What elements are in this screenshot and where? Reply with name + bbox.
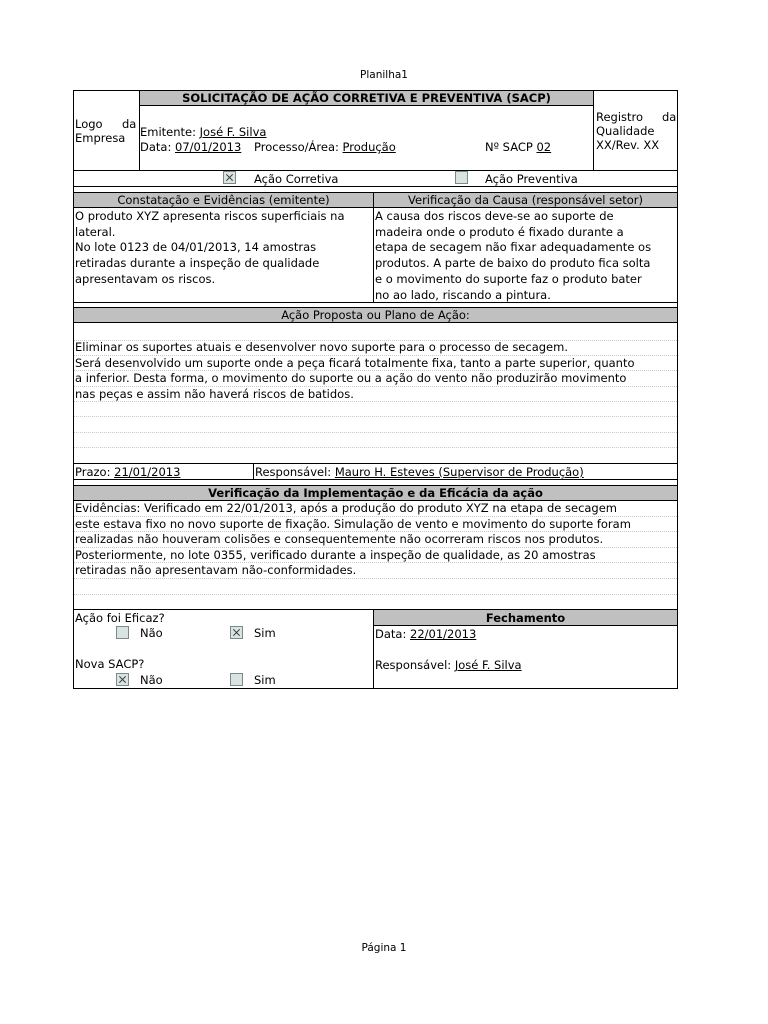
- acao-preventiva-label: Ação Preventiva: [485, 172, 578, 186]
- eficaz-sim-checkbox[interactable]: [230, 626, 243, 639]
- prazo-row: [75, 465, 180, 479]
- prazo-value: 21/01/2013: [114, 465, 181, 479]
- constatacao-line: lateral.: [75, 224, 116, 239]
- sacp-label: Nº SACP: [485, 140, 533, 154]
- emitente-label: Emitente:: [140, 125, 196, 139]
- constatacao-text: [75, 209, 345, 288]
- processo-row: [254, 140, 396, 154]
- responsavel-acao-row: [255, 465, 584, 479]
- emitente-row: [140, 125, 266, 139]
- fechamento-header: Fechamento: [485, 611, 566, 625]
- acao-proposta-line: Será desenvolvido um suporte onde a peça ficará totalmente fixa, tanto a parte superior, quanto: [75, 355, 635, 370]
- nova-sacp-sim-label: Sim: [254, 673, 276, 687]
- form-title: SOLICITAÇÃO DE AÇÃO CORRETIVA E PREVENTIVA (SACP): [182, 91, 551, 105]
- acao-corretiva-label: Ação Corretiva: [254, 172, 339, 186]
- fechamento-responsavel-value: José F. Silva: [454, 658, 522, 672]
- nova-sacp-nao-checkbox[interactable]: [116, 673, 129, 686]
- verificacao-eficacia-text: [75, 501, 631, 579]
- eficacia-line: realizadas não houveram colisões e consequentemente não ocorreram riscos nos produtos.: [75, 532, 604, 547]
- sacp-value: 02: [536, 140, 552, 154]
- fechamento-responsavel-label: Responsável:: [375, 658, 452, 672]
- nova-sacp-sim-checkbox[interactable]: [230, 673, 243, 686]
- acao-proposta-text: [75, 340, 635, 402]
- nova-sacp-question: Nova SACP?: [75, 657, 145, 671]
- eficaz-nao-label: Não: [140, 626, 163, 640]
- causa-line: e o movimento do suporte faz o produto bater: [375, 271, 642, 286]
- registro-label: Registro: [596, 110, 644, 124]
- fechamento-data-label: Data:: [375, 627, 407, 641]
- eficacia-line: Posteriormente, no lote 0355, verificado durante a inspeção de qualidade, as 20 amostras: [75, 547, 596, 562]
- eficaz-nao-checkbox[interactable]: [116, 626, 129, 639]
- causa-line: produtos. A parte de baixo do produto fica solta: [375, 256, 651, 271]
- data-value: 07/01/2013: [175, 140, 242, 154]
- causa-line: etapa de secagem não fixar adequadamente os: [375, 240, 652, 255]
- acao-proposta-line: a inferior. Desta forma, o movimento do suporte ou a ação do vento não produzirão movimento: [75, 371, 627, 385]
- constatacao-line: No lote 0123 de 04/01/2013, 14 amostras: [75, 240, 317, 255]
- responsavel-acao-value: Mauro H. Esteves (Supervisor de Produção): [334, 465, 584, 479]
- acao-proposta-header: Ação Proposta ou Plano de Ação:: [281, 308, 470, 322]
- causa-line: madeira onde o produto é fixado durante a: [375, 224, 624, 239]
- emitente-value: José F. Silva: [199, 125, 267, 139]
- sacp-number-row: [485, 140, 551, 154]
- eficacia-line: Evidências: Verificado em 22/01/2013, após a produção do produto XYZ na etapa de secagem: [75, 501, 618, 515]
- sheet-name: Planilha1: [360, 69, 408, 81]
- registro-label-qualidade: Qualidade: [596, 124, 655, 138]
- causa-line: no ao lado, riscando a pintura.: [375, 287, 551, 302]
- constatacao-header: Constatação e Evidências (emitente): [117, 193, 330, 207]
- prazo-label: Prazo:: [75, 465, 111, 479]
- verificacao-eficacia-header: Verificação da Implementação e da Eficácia da ação: [208, 486, 543, 500]
- logo-label-da: da: [122, 117, 137, 131]
- verificacao-causa-text: [375, 209, 651, 303]
- acao-proposta-line: Eliminar os suportes atuais e desenvolver novo suporte para o processo de secagem.: [75, 340, 568, 354]
- causa-line: A causa dos riscos deve-se ao suporte de: [375, 209, 614, 223]
- data-row: [140, 140, 241, 154]
- registro-revision: XX/Rev. XX: [596, 138, 660, 152]
- constatacao-line: retiradas durante a inspeção de qualidade: [75, 256, 320, 271]
- data-label: Data:: [140, 140, 172, 154]
- fechamento-data-value: 22/01/2013: [410, 627, 477, 641]
- fechamento-responsavel-row: [375, 658, 522, 672]
- verificacao-causa-header: Verificação da Causa (responsável setor): [408, 193, 643, 207]
- acao-preventiva-checkbox[interactable]: [455, 171, 468, 184]
- logo-label-empresa: Empresa: [75, 131, 126, 145]
- constatacao-line: O produto XYZ apresenta riscos superficiais na: [75, 209, 345, 223]
- acao-proposta-line: nas peças e assim não haverá riscos de batidos.: [75, 386, 354, 401]
- eficacia-line: este estava fixo no novo suporte de fixação. Simulação de vento e movimento do suporte foram: [75, 516, 631, 531]
- nova-sacp-nao-label: Não: [140, 673, 163, 687]
- logo-label: Logo: [75, 117, 103, 131]
- processo-value: Produção: [342, 140, 396, 154]
- fechamento-data-row: [375, 627, 476, 641]
- page-footer: Página 1: [361, 942, 407, 954]
- eficacia-line: retiradas não apresentavam não-conformidades.: [75, 563, 357, 578]
- responsavel-acao-label: Responsável:: [255, 465, 332, 479]
- processo-label: Processo/Área:: [254, 140, 339, 154]
- acao-corretiva-checkbox[interactable]: [223, 171, 236, 184]
- eficaz-sim-label: Sim: [254, 626, 276, 640]
- constatacao-line: apresentavam os riscos.: [75, 271, 216, 286]
- registro-label-da: da: [662, 110, 677, 124]
- eficaz-question: Ação foi Eficaz?: [75, 611, 165, 625]
